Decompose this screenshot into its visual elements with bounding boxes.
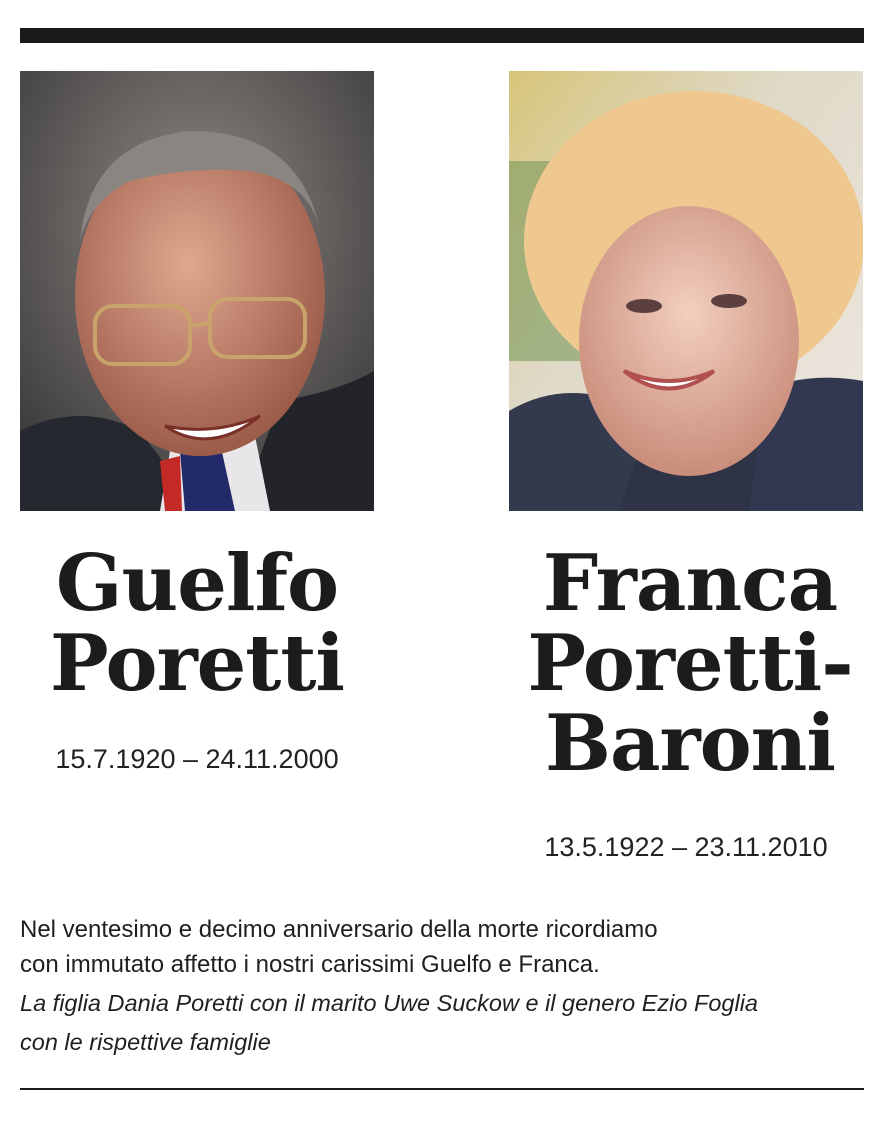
life-dates-guelfo: 15.7.1920 – 24.11.2000: [55, 744, 339, 774]
life-dates-franca: 13.5.1922 – 23.11.2010: [544, 832, 828, 862]
message-line-1: Nel ventesimo e decimo anniversario della morte ricordiamo: [20, 916, 658, 943]
portrait-photo-guelfo: [20, 71, 374, 511]
last-name-part-1: Poretti-: [527, 618, 853, 709]
name-franca-poretti-baroni: [500, 538, 880, 789]
signature-line-2: con le rispettive famiglie: [20, 1029, 271, 1055]
signature-line-1: La figlia Dania Poretti con il marito Uwe Suckow e il genero Ezio Foglia: [20, 990, 758, 1016]
bottom-rule: [20, 1088, 864, 1090]
last-name-part-2: Baroni: [545, 698, 835, 789]
first-name: Franca: [542, 538, 838, 629]
top-rule: [20, 28, 864, 43]
message-line-2: con immutato affetto i nostri carissimi Guelfo e Franca.: [20, 951, 600, 978]
memorial-message: [20, 912, 870, 1060]
last-name: Poretti: [50, 618, 344, 709]
first-name: Guelfo: [55, 538, 339, 629]
portrait-photo-franca: [509, 71, 863, 511]
name-guelfo-poretti: [20, 538, 374, 709]
